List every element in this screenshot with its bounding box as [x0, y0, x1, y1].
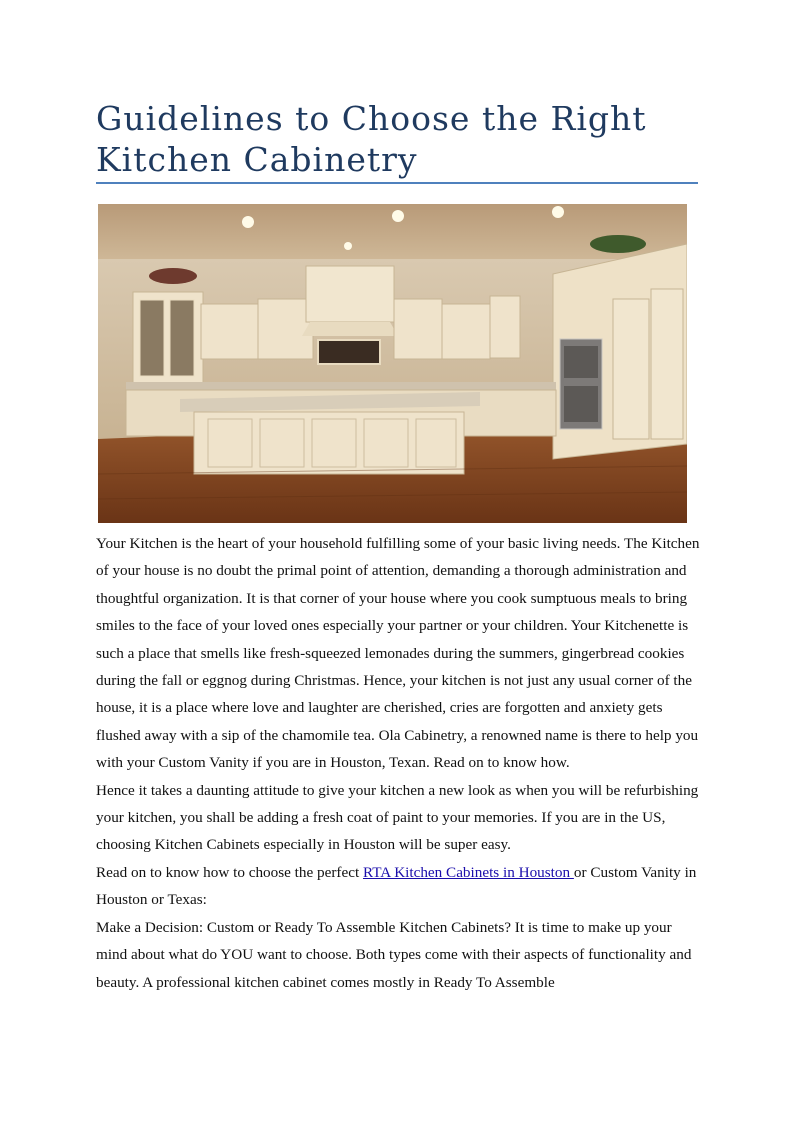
title-underline — [96, 182, 698, 184]
page-title: Guidelines to Choose the Right Kitchen Cabinetry — [96, 99, 647, 179]
article-body — [96, 530, 700, 996]
read-on-text-after: or Custom Vanity in Houston or Texas: — [96, 863, 697, 909]
kitchen-photo — [98, 204, 687, 523]
rta-cabinets-link[interactable]: RTA Kitchen Cabinets in Houston — [362, 863, 574, 881]
paragraph-refurbish: Hence it takes a daunting attitude to give your kitchen a new look as when you will be refurbishing your kitchen, you shall be adding a fresh coat of paint to your memories. If you are in the US, choosing Kitchen Cabinets especially in Houston will be super easy. — [96, 781, 699, 854]
read-on-text: Read on to know how to choose the perfect — [96, 863, 363, 881]
paragraph-decision: Make a Decision: Custom or Ready To Assemble Kitchen Cabinets? It is time to make up your mind about what do YOU want to choose. Both types come with their aspects of functionality and beauty. A professional kitchen cabinet comes mostly in Ready To Assemble — [96, 918, 692, 991]
paragraph-intro: Your Kitchen is the heart of your household fulfilling some of your basic living needs. The Kitchen of your house is no doubt the primal point of attention, demanding a thorough administration and thoughtful organization. It is that corner of your house where you cook sumptuous meals to bring smiles to the face of your loved ones especially your partner or your children. Your Kitchenette is such a place that smells like fresh-squeezed lemonades during the summers, gingerbread cookies during the fall or eggnog during Christmas. Hence, your kitchen is not just any usual corner of the house, it is a place where love and laughter are cherished, cries are forgotten and anxiety gets flushed away with a sip of the chamomile tea. Ola Cabinetry, a renowned name is there to help you with your Custom Vanity if you are in Houston, Texan. Read on to know how. — [96, 535, 700, 772]
paragraph-read-on — [96, 859, 700, 914]
